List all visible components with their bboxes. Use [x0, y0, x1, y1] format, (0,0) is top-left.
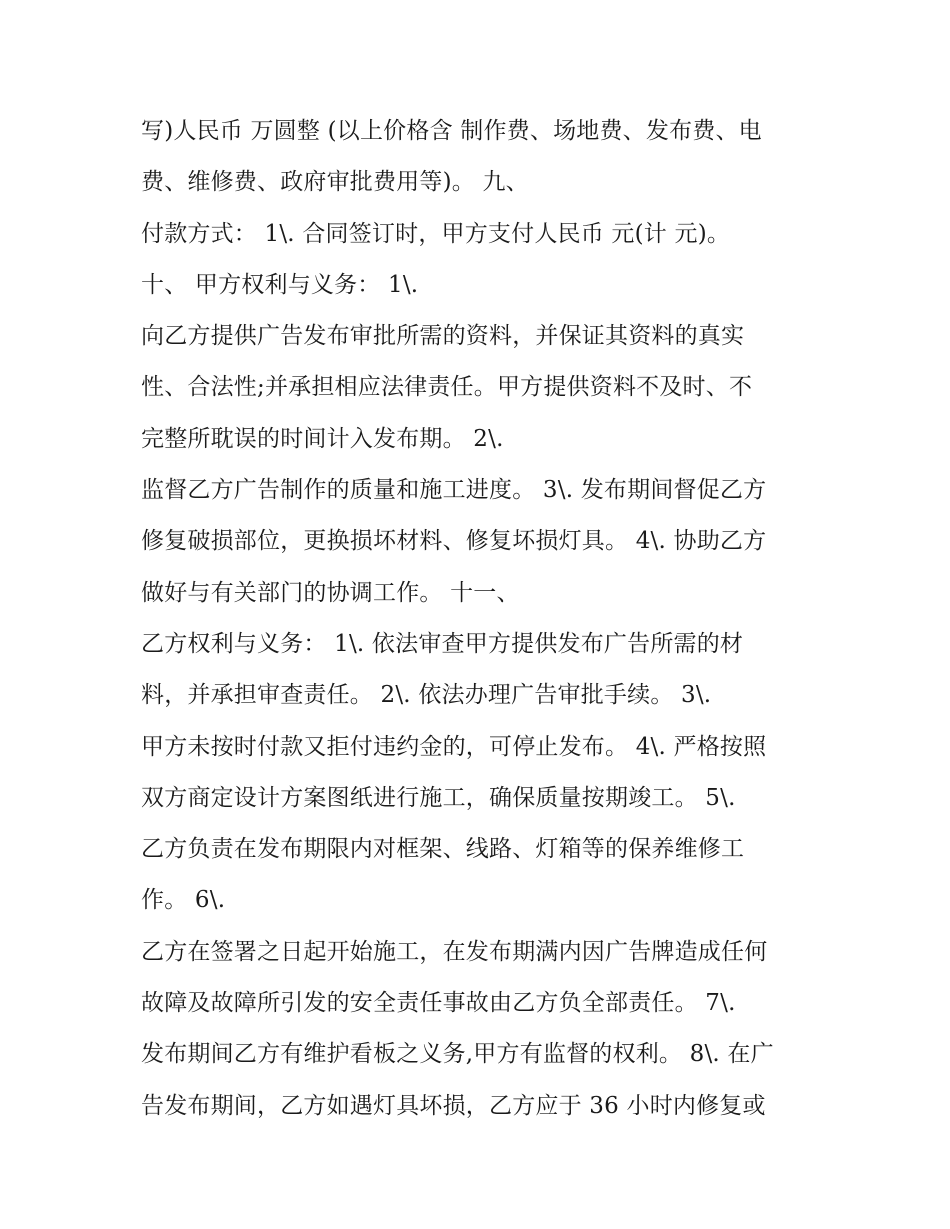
text-line: 付款方式： 1\. 合同签订时，甲方支付人民币 元(计 元)。 — [141, 220, 731, 247]
text-line: 作。 6\. — [141, 887, 226, 914]
text-line: 故障及故障所引发的安全责任事故由乙方负全部责任。 7\. — [141, 990, 736, 1017]
text-line: 费、维修费、政府审批费用等)。 九、 — [141, 169, 529, 196]
text-line: 修复破损部位，更换损坏材料、修复坏损灯具。 4\. 协助乙方 — [141, 528, 767, 555]
text-line: 做好与有关部门的协调工作。 十一、 — [141, 579, 520, 606]
text-line: 完整所耽误的时间计入发布期。 2\. — [141, 425, 504, 452]
text-line: 监督乙方广告制作的质量和施工进度。 3\. 发布期间督促乙方 — [141, 477, 767, 504]
text-line: 乙方权利与义务： 1\. 依法审查甲方提供发布广告所需的材 — [141, 630, 744, 657]
text-line: 性、合法性;并承担相应法律责任。甲方提供资料不及时、不 — [141, 374, 753, 401]
contract-text-body — [141, 106, 821, 1132]
text-line: 乙方负责在发布期限内对框架、线路、灯箱等的保养维修工 — [141, 836, 745, 863]
text-line: 十、 甲方权利与义务： 1\. — [141, 271, 419, 298]
text-line: 双方商定设计方案图纸进行施工，确保质量按期竣工。 5\. — [141, 784, 736, 811]
text-line: 写)人民币 万圆整 (以上价格含 制作费、场地费、发布费、电 — [141, 118, 762, 144]
text-line: 乙方在签署之日起开始施工，在发布期满内因广告牌造成任何 — [141, 938, 768, 965]
text-line: 甲方未按时付款又拒付违约金的，可停止发布。 4\. 严格按照 — [141, 733, 767, 760]
text-line: 向乙方提供广告发布审批所需的资料，并保证其资料的真实 — [141, 323, 745, 350]
text-line: 料，并承担审查责任。 2\. 依法办理广告审批手续。 3\. — [141, 682, 712, 709]
text-line: 告发布期间，乙方如遇灯具坏损，乙方应于 36 小时内修复或 — [141, 1092, 766, 1119]
text-line: 发布期间乙方有维护看板之义务,甲方有监督的权利。 8\. 在广 — [141, 1041, 774, 1068]
